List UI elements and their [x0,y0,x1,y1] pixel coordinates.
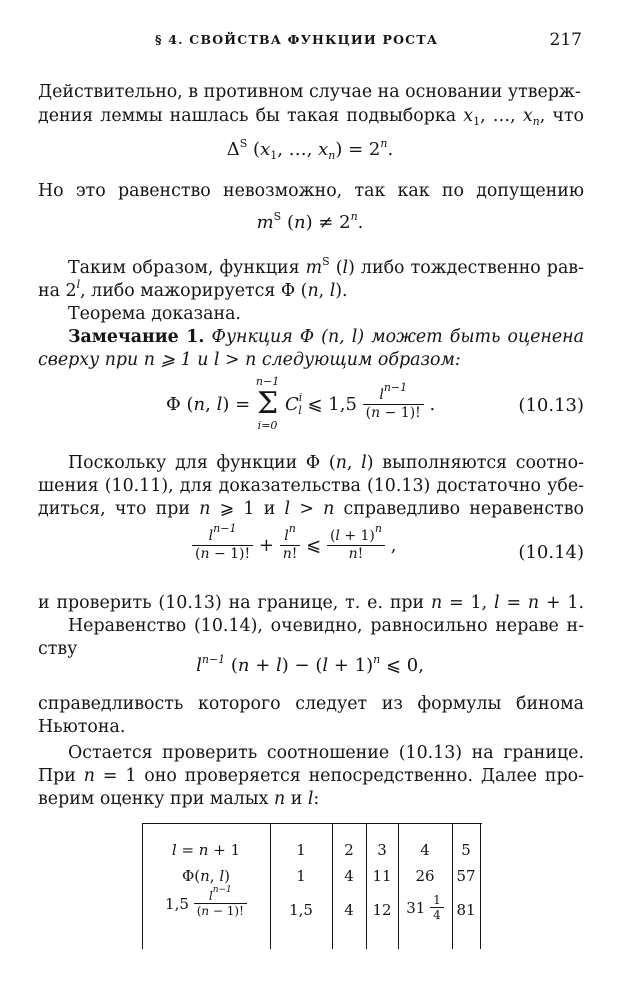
paragraph-line: Действительно, в противном случае на основании утверж- [38,82,581,102]
paragraph-line: дения леммы нашлась бы такая подвыборка $x_1$, …, $x_n$, что [38,106,585,128]
table-cell: 1,5 [289,901,313,919]
line-text: дения леммы нашлась бы такая подвыборка [38,106,457,126]
line-text: что [552,106,585,126]
values-table [142,823,482,951]
table-cell: 2 [344,841,354,859]
table-cell-mixed: 31 $\frac{1}{4}$ [398,893,452,922]
paragraph-line: верим оценку при малых n и l: [38,789,320,809]
formula-binomial: $l^{n-1}$ $(n + l) - (l + 1)^n$ ⩽ 0, [196,653,424,676]
table-cell: 26 [415,867,435,885]
remark-line: Замечание 1. Функция Φ (n, l) может быть оценена [68,327,584,347]
table-top-rule [142,823,482,824]
section-title: § 4. СВОЙСТВА ФУНКЦИИ РОСТА [155,32,439,47]
table-row-label: l = n + 1 [171,841,241,859]
fraction: $\frac{l^{n-1}}{(n - 1)!}$ [192,528,253,563]
formula-delta: $\Delta^S$ ($x_1$, …, $x_n) = 2^n$. [226,137,394,162]
paragraph-line: При n = 1 оно проверяется непосредственно. Далее про- [38,766,584,786]
table-cell: 4 [344,867,354,885]
table-cell: 12 [372,901,392,919]
paragraph-line: диться, что при n ⩾ 1 и l > n справедливо неравенство [38,499,584,519]
paragraph-line: ству [38,639,78,659]
paragraph-line: и проверить (10.13) на границе, т. е. при n = 1, l = n + 1. [38,593,584,613]
formula-ms: $m^S$ $(n) \ne 2^n$. [256,210,364,233]
fraction: $\frac{l^{n-1}}{(n - 1)!}$ [194,889,247,918]
table-cell: 81 [456,901,476,919]
paragraph-line: на 2$^l$, либо мажорируется Φ (n, l). [38,278,348,301]
table-cell: 4 [420,841,430,859]
table-row-label: 1,5 $\frac{l^{n-1}}{(n - 1)!}$ [142,889,270,918]
paragraph-line: Остается проверить соотношение (10.13) на границе. [68,743,584,763]
equation-number: (10.13) [518,395,584,416]
table-row-label: Φ(n, l) [181,867,231,885]
table-rule [480,823,481,949]
paragraph-line: справедливость которого следует из формулы бинома [38,694,584,714]
table-cell: 4 [344,901,354,919]
remark-line: сверху при n ⩾ 1 и l > n следующим образом: [38,350,461,370]
table-cell: 57 [456,867,476,885]
fraction: $\frac{l^{n-1}}{(n - 1)!}$ [363,387,424,422]
running-header [0,30,620,52]
table-cell: 3 [377,841,387,859]
fraction: $\frac{l^n}{n!}$ [280,528,301,563]
formula-10-14: $\frac{l^{n-1}}{(n - 1)!}$ + $\frac{l^n}{n!}$ ⩽ $\frac{(l + 1)^n}{n!}$ , (10.14) [0,528,620,576]
paragraph-line: Ньютона. [38,717,126,737]
table-cell: 1 [296,867,306,885]
paragraph-line: Но это равенство невозможно, так как по допущению [38,181,584,201]
sum-sign: n−1 Σ i=0 [255,375,280,432]
table-cell: 1 [296,841,306,859]
paragraph-line: шения (10.11), для доказательства (10.13) достаточно убе- [38,476,584,496]
table-cell: 5 [461,841,471,859]
paragraph-line: Таким образом, функция $m^S$ (l) либо тождественно рав- [68,255,584,278]
table-cell: 11 [372,867,392,885]
remark-label: Замечание 1. [68,327,205,347]
equation-number: (10.14) [518,542,584,563]
theorem-proven: Теорема доказана. [68,304,241,324]
paragraph-line: Неравенство (10.14), очевидно, равносильно нераве н- [68,616,584,636]
page-number: 217 [549,30,582,50]
fraction: $\frac{(l + 1)^n}{n!}$ [327,528,385,563]
fraction: $\frac{1}{4}$ [430,893,444,922]
paragraph-line: Поскольку для функции Φ (n, l) выполняются соотно- [68,453,584,473]
formula-10-13: Φ (n, l) = n−1 Σ i=0 $C^i_l$ ⩽ 1,5 $\frac{l^{n-1}}{(n - 1)!}$ . (10.13) [166,375,584,432]
